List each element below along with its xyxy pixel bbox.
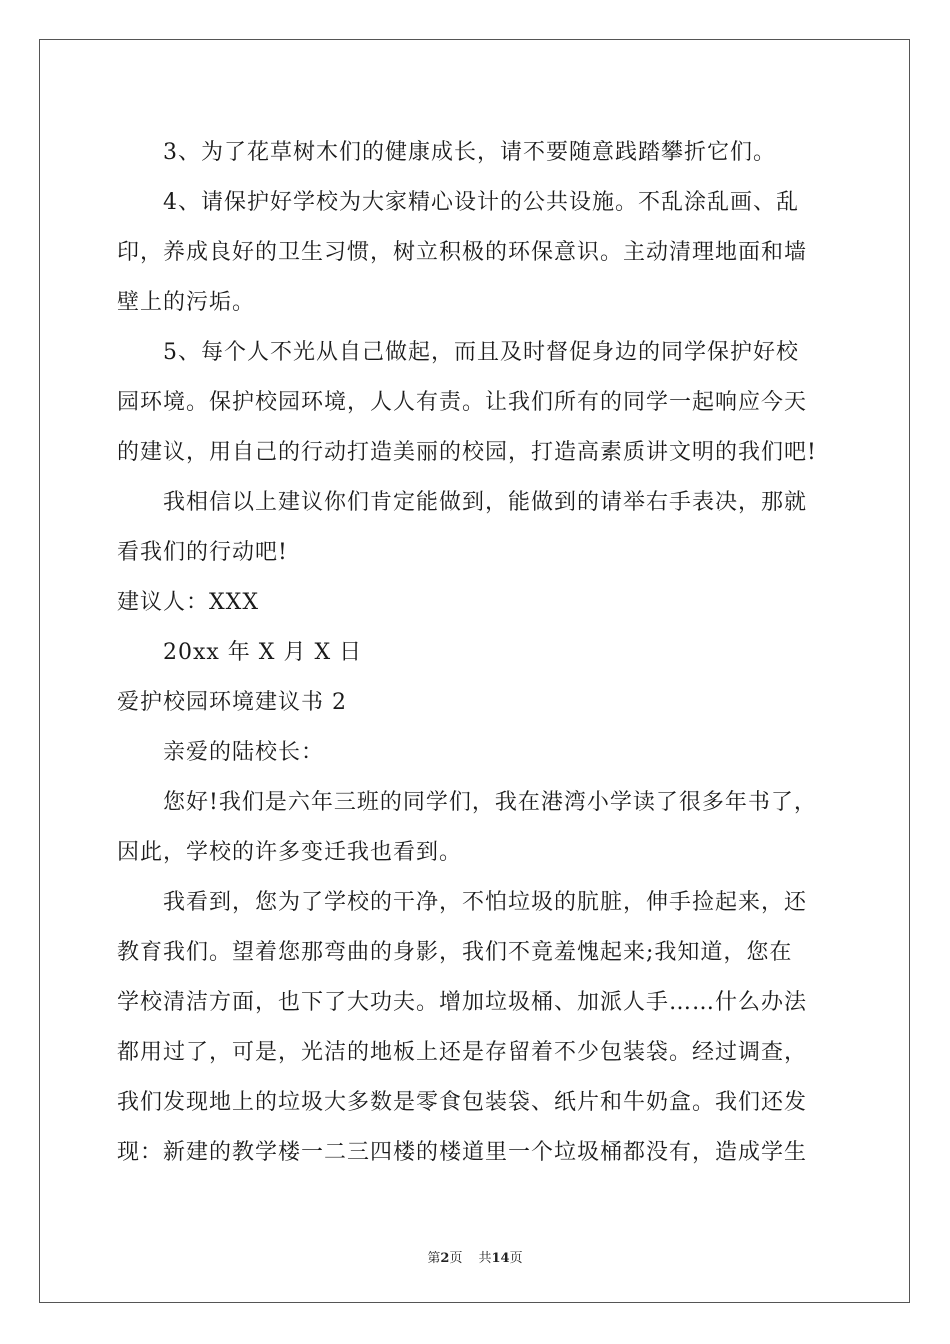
section-title: 爱护校园环境建议书 2 bbox=[117, 690, 347, 715]
page-footer bbox=[0, 1247, 950, 1266]
paragraph-line: 园环境。保护校园环境，人人有责。让我们所有的同学一起响应今天 bbox=[117, 390, 808, 415]
paragraph-line: 因此，学校的许多变迁我也看到。 bbox=[117, 840, 463, 865]
page-number: 2 bbox=[440, 1251, 450, 1266]
paragraph-line: 4、请保护好学校为大家精心设计的公共设施。不乱涂乱画、乱 bbox=[163, 190, 799, 215]
paragraph-line: 我们发现地上的垃圾大多数是零食包装袋、纸片和牛奶盒。我们还发 bbox=[117, 1090, 808, 1115]
paragraph-line: 看我们的行动吧! bbox=[117, 540, 288, 565]
paragraph-line: 印，养成良好的卫生习惯，树立积极的环保意识。主动清理地面和墙 bbox=[117, 240, 808, 265]
paragraph-line: 我看到，您为了学校的干净，不怕垃圾的肮脏，伸手捡起来，还 bbox=[163, 890, 808, 915]
paragraph-line: 壁上的污垢。 bbox=[117, 290, 256, 315]
total-suffix: 页 bbox=[509, 1251, 523, 1266]
paragraph-line: 学校清洁方面，也下了大功夫。增加垃圾桶、加派人手……什么办法 bbox=[117, 990, 808, 1015]
paragraph-line: 现：新建的教学楼一二三四楼的楼道里一个垃圾桶都没有，造成学生 bbox=[117, 1140, 808, 1165]
paragraph-line: 5、每个人不光从自己做起，而且及时督促身边的同学保护好校 bbox=[163, 340, 799, 365]
paragraph-line: 您好!我们是六年三班的同学们，我在港湾小学读了很多年书了， bbox=[163, 790, 817, 815]
signature-line: 建议人：XXX bbox=[117, 590, 259, 615]
salutation-line: 亲爱的陆校长： bbox=[163, 740, 325, 765]
paragraph-line: 教育我们。望着您那弯曲的身影，我们不竟羞愧起来;我知道，您在 bbox=[117, 940, 793, 965]
total-pages: 14 bbox=[491, 1251, 510, 1266]
document-body bbox=[117, 128, 837, 1178]
paragraph-line: 的建议，用自己的行动打造美丽的校园，打造高素质讲文明的我们吧! bbox=[117, 440, 817, 465]
total-prefix: 共 bbox=[478, 1251, 492, 1266]
paragraph-line: 都用过了，可是，光洁的地板上还是存留着不少包装袋。经过调查， bbox=[117, 1040, 808, 1065]
paragraph-line: 3、为了花草树木们的健康成长，请不要随意践踏攀折它们。 bbox=[163, 140, 776, 165]
paragraph-line: 我相信以上建议你们肯定能做到，能做到的请举右手表决，那就 bbox=[163, 490, 808, 515]
date-line: 20xx 年 X 月 X 日 bbox=[163, 640, 363, 665]
page-suffix: 页 bbox=[449, 1251, 463, 1266]
page-prefix: 第 bbox=[427, 1251, 441, 1266]
